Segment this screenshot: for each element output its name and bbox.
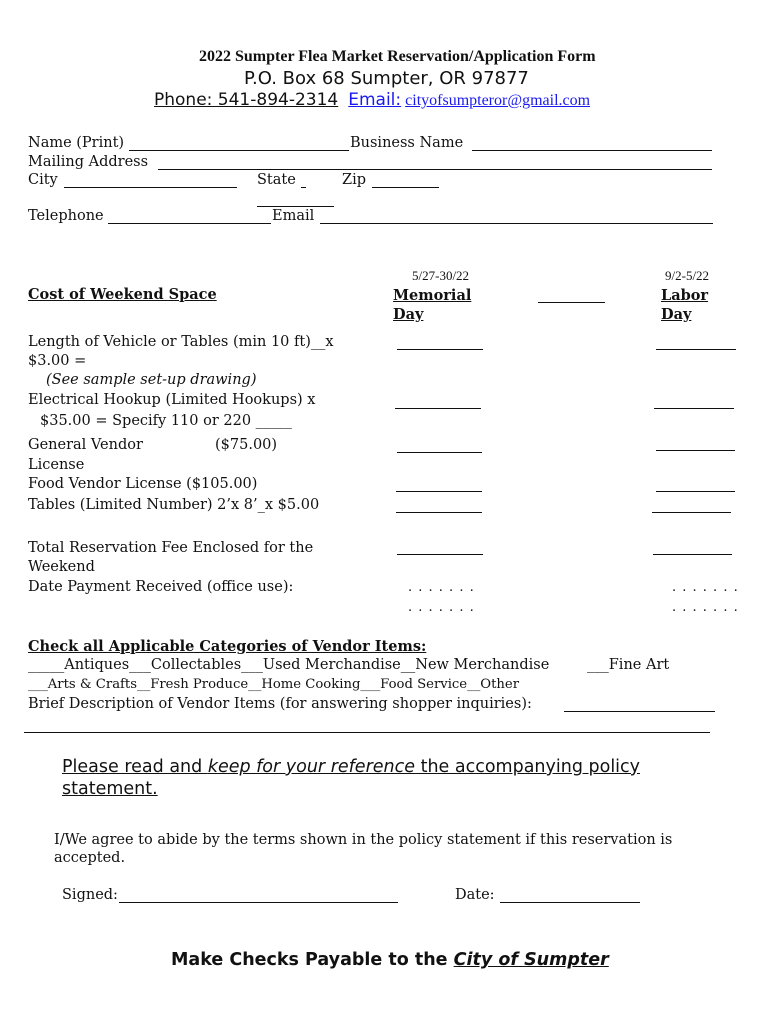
mailing-field[interactable]: [158, 169, 712, 170]
payment-memorial-dots-1: . . . . . . .: [408, 580, 475, 595]
email-field-label: Email: [272, 208, 315, 224]
payment-labor-dots-2: . . . . . . .: [672, 600, 739, 615]
cost-heading: Cost of Weekend Space: [28, 286, 217, 303]
categories-heading: Check all Applicable Categories of Vendor Items:: [28, 638, 427, 655]
total-fee-label-cont: Weekend: [28, 559, 95, 575]
electric-row-label: Electrical Hookup (Limited Hookups) x: [28, 392, 316, 408]
length-labor-field[interactable]: [656, 349, 736, 350]
setup-drawing-note: (See sample set-up drawing): [46, 372, 257, 388]
payment-labor-dots-1: . . . . . . .: [672, 580, 739, 595]
state-field-extension[interactable]: [257, 206, 334, 207]
header-spacer-line: [538, 302, 605, 303]
length-row-price: $3.00 =: [28, 353, 87, 369]
general-vendor-license: License: [28, 457, 85, 473]
brief-description-field[interactable]: [564, 711, 715, 712]
general-vendor-price: ($75.00): [215, 437, 278, 453]
phone-text: Phone: 541-894-2314: [154, 90, 339, 110]
agreement-text-cont: accepted.: [54, 850, 126, 866]
payee-name: City of Sumpter: [453, 950, 609, 970]
tables-memorial-field[interactable]: [396, 512, 482, 513]
food-vendor-label: Food Vendor License ($105.00): [28, 476, 258, 492]
payment-date-label: Date Payment Received (office use):: [28, 579, 294, 595]
address-line: P.O. Box 68 Sumpter, OR 97877: [244, 68, 529, 89]
electric-row-price: $35.00 = Specify 110 or 220 _____: [40, 413, 292, 429]
labor-day-dates: 9/2-5/22: [665, 268, 710, 283]
length-row-label: Length of Vehicle or Tables (min 10 ft)__x: [28, 334, 334, 350]
city-label: City: [28, 172, 58, 188]
general-memorial-field[interactable]: [397, 452, 482, 453]
email-label: Email:: [348, 90, 402, 110]
tables-labor-field[interactable]: [652, 512, 731, 513]
business-label: Business Name: [350, 135, 464, 151]
telephone-label: Telephone: [28, 208, 104, 224]
food-labor-field[interactable]: [656, 491, 735, 492]
length-memorial-field[interactable]: [397, 349, 483, 350]
zip-field[interactable]: [372, 187, 439, 188]
food-memorial-field[interactable]: [396, 491, 482, 492]
brief-description-field-2[interactable]: [24, 732, 710, 733]
general-vendor-label: General Vendor: [28, 437, 143, 453]
email-field[interactable]: [320, 223, 713, 224]
state-field[interactable]: [301, 187, 306, 188]
payment-memorial-dots-2: . . . . . . .: [408, 600, 475, 615]
agreement-text: I/We agree to abide by the terms shown in the policy statement if this reservation is: [54, 832, 673, 848]
categories-line-1[interactable]: _____Antiques___Collectables___Used Merchandise__New Merchandise: [28, 657, 550, 673]
tables-label: Tables (Limited Number) 2’x 8’_x $5.00: [28, 497, 320, 513]
contact-line: [154, 90, 590, 110]
date-field[interactable]: [500, 902, 640, 903]
zip-label: Zip: [342, 172, 366, 188]
form-title: 2022 Sumpter Flea Market Reservation/Application Form: [199, 48, 596, 65]
memorial-day-header: Memorial Day: [393, 287, 472, 323]
signature-field[interactable]: [119, 902, 398, 903]
name-label: Name (Print): [28, 135, 125, 151]
labor-day-header: Labor Day: [661, 287, 709, 323]
electric-memorial-field[interactable]: [395, 408, 481, 409]
electric-labor-field[interactable]: [654, 408, 734, 409]
business-field[interactable]: [472, 150, 712, 151]
state-label: State: [257, 172, 296, 188]
policy-statement: Please read and keep for your reference the accompanying policy: [62, 757, 641, 777]
mailing-label: Mailing Address: [28, 154, 149, 170]
signed-label: Signed:: [62, 887, 118, 903]
total-fee-label: Total Reservation Fee Enclosed for the: [28, 540, 314, 556]
telephone-field[interactable]: [108, 223, 271, 224]
fine-art-option[interactable]: ___Fine Art: [587, 657, 670, 673]
name-field[interactable]: [129, 150, 349, 151]
memorial-day-dates: 5/27-30/22: [412, 268, 470, 283]
total-memorial-field[interactable]: [397, 554, 483, 555]
city-field[interactable]: [64, 187, 237, 188]
brief-description-label: Brief Description of Vendor Items (for answering shopper inquiries):: [28, 696, 532, 712]
checks-payable-note: Make Checks Payable to the City of Sumpter: [171, 950, 609, 970]
date-label: Date:: [455, 887, 495, 903]
email-link[interactable]: cityofsumpteror@gmail.com: [405, 92, 591, 109]
policy-statement-cont: statement.: [62, 779, 158, 799]
general-labor-field[interactable]: [656, 450, 735, 451]
categories-line-2[interactable]: ___Arts & Crafts__Fresh Produce__Home Cooking___Food Service__Other: [28, 677, 520, 692]
total-labor-field[interactable]: [653, 554, 732, 555]
